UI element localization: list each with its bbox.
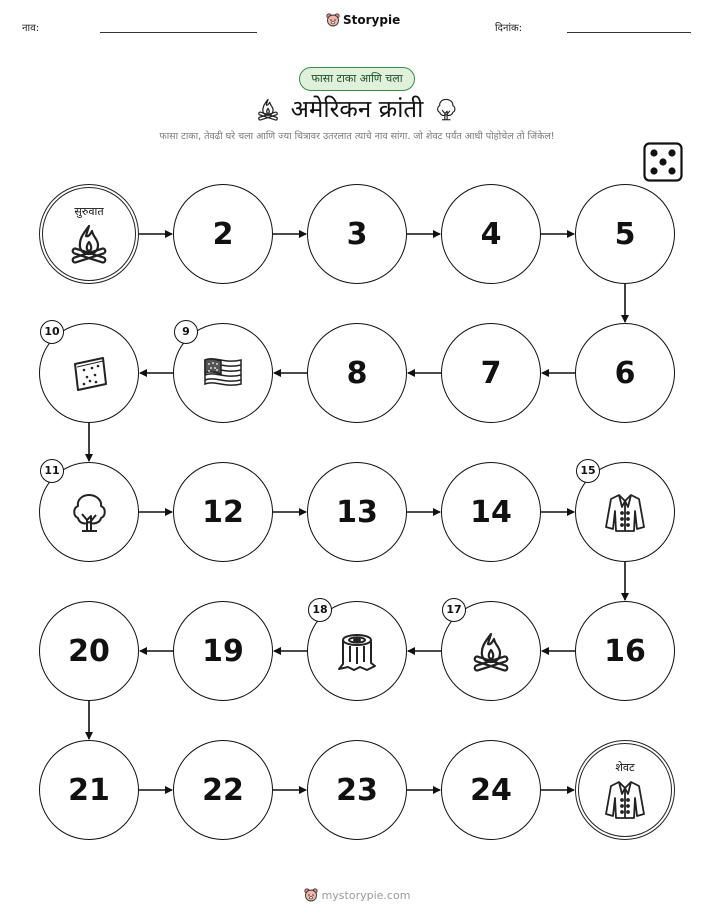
board-space-4[interactable] <box>441 184 541 284</box>
board-space-13[interactable] <box>307 462 407 562</box>
board-space-3[interactable] <box>307 184 407 284</box>
cracker-icon <box>66 350 112 396</box>
space-number-badge: 11 <box>40 459 64 483</box>
campfire-icon <box>66 220 112 266</box>
space-number: 3 <box>346 216 368 252</box>
brand-name: Storypie <box>343 13 401 27</box>
space-number: 21 <box>68 772 110 808</box>
space-number: 24 <box>470 772 512 808</box>
space-number: 4 <box>480 216 502 252</box>
board-space-19[interactable] <box>173 601 273 701</box>
board-space-9[interactable] <box>173 323 273 423</box>
board-space-14[interactable] <box>441 462 541 562</box>
space-number: 23 <box>336 772 378 808</box>
board-space-10[interactable] <box>39 323 139 423</box>
start-space[interactable] <box>39 184 139 284</box>
us-flag-icon <box>200 350 246 396</box>
board-space-21[interactable] <box>39 740 139 840</box>
footer-url: mystorypie.com <box>321 888 411 902</box>
board-space-15[interactable] <box>575 462 675 562</box>
space-number: 20 <box>68 633 110 669</box>
tree-stump-icon <box>334 628 380 674</box>
space-number: 8 <box>346 355 368 391</box>
bear-logo-icon <box>304 888 318 902</box>
space-number: 14 <box>470 494 512 530</box>
board-space-11[interactable] <box>39 462 139 562</box>
space-number: 7 <box>480 355 502 391</box>
colonial-coat-icon <box>602 489 648 535</box>
space-number: 2 <box>212 216 234 252</box>
space-number-badge: 18 <box>308 598 332 622</box>
board-space-17[interactable] <box>441 601 541 701</box>
footer <box>0 888 714 902</box>
board-space-2[interactable] <box>173 184 273 284</box>
tree-icon <box>66 489 112 535</box>
board-space-8[interactable] <box>307 323 407 423</box>
board-space-24[interactable] <box>441 740 541 840</box>
board-space-7[interactable] <box>441 323 541 423</box>
instructions: फासा टाका, तेवढी घरे चला आणि ज्या चित्रावर उतरलात त्याचे नाव सांगा. जो शेवट पर्यंत आधी पोहोचेल तो जिंकेल! <box>159 131 555 142</box>
board-space-22[interactable] <box>173 740 273 840</box>
space-number: 13 <box>336 494 378 530</box>
campfire-icon <box>468 628 514 674</box>
finish-space[interactable] <box>575 740 675 840</box>
finish-label: शेवट <box>615 761 635 774</box>
game-tag: फासा टाका आणि चला <box>299 67 415 91</box>
start-label: सुरुवात <box>74 205 104 218</box>
space-number: 12 <box>202 494 244 530</box>
space-number: 16 <box>604 633 646 669</box>
space-number-badge: 17 <box>442 598 466 622</box>
board-space-6[interactable] <box>575 323 675 423</box>
space-number: 6 <box>614 355 636 391</box>
board-space-5[interactable] <box>575 184 675 284</box>
name-label: नाव: <box>22 23 40 34</box>
board-space-20[interactable] <box>39 601 139 701</box>
board-space-23[interactable] <box>307 740 407 840</box>
page-title: अमेरिकन क्रांती <box>290 95 424 123</box>
space-number-badge: 9 <box>174 320 198 344</box>
board-space-16[interactable] <box>575 601 675 701</box>
date-label: दिनांक: <box>495 23 523 34</box>
space-number-badge: 10 <box>40 320 64 344</box>
space-number-badge: 15 <box>576 459 600 483</box>
board-space-12[interactable] <box>173 462 273 562</box>
colonial-coat-icon <box>602 776 648 822</box>
board-space-18[interactable] <box>307 601 407 701</box>
space-number: 5 <box>614 216 636 252</box>
space-number: 22 <box>202 772 244 808</box>
space-number: 19 <box>202 633 244 669</box>
